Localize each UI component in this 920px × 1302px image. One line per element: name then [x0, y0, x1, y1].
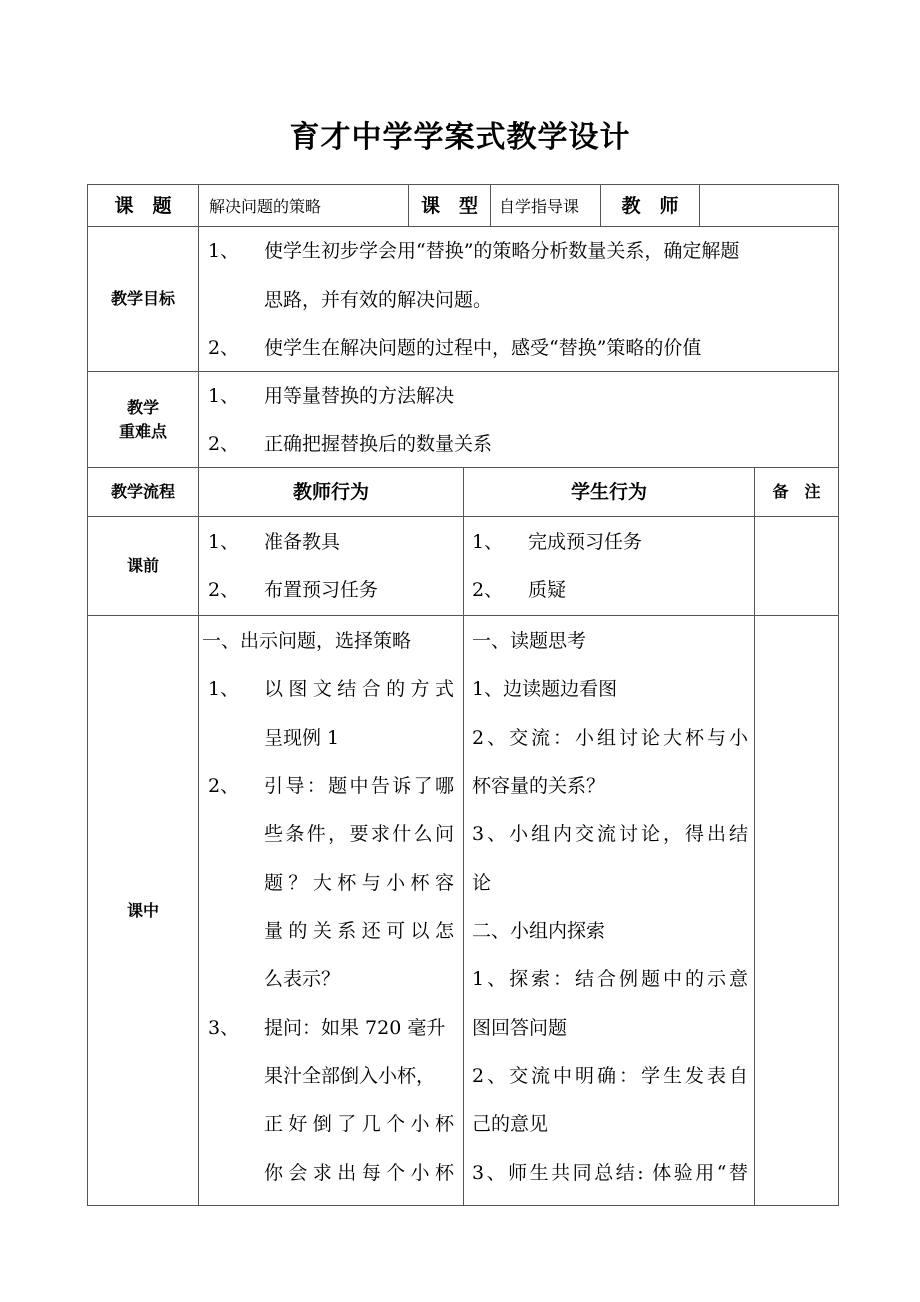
type-label: 课 型: [420, 194, 478, 217]
flow-header-teacher: 教师行为: [292, 481, 369, 503]
in-student-line-8: 1、探索：结合例题中的示意: [472, 968, 748, 990]
key-point-1-text: 用等量替换的方法解决: [264, 385, 455, 407]
in-teacher-2-line-5: 么表示？: [264, 968, 341, 990]
in-teacher-2-line-3: 题？大杯与小杯容: [264, 872, 454, 894]
before-teacher-2-text: 布置预习任务: [264, 579, 379, 601]
in-student-line-6: 论: [472, 872, 492, 894]
in-teacher-2-line-1: 引导：题中告诉了哪: [264, 775, 454, 797]
in-student-line-1: 一、读题思考: [472, 630, 587, 652]
in-student-line-4: 杯容量的关系？: [472, 775, 606, 797]
flow-header-notes: 备 注: [772, 482, 821, 501]
in-teacher-2-line-2: 些条件，要求什么问: [264, 823, 454, 845]
in-teacher-2-num: 2、: [208, 775, 240, 797]
before-class-label: 课前: [126, 556, 159, 575]
in-student-line-5: 3、小组内交流讨论，得出结: [472, 823, 748, 845]
in-student-line-7: 二、小组内探索: [472, 920, 606, 942]
in-teacher-3-line-1: 提问：如果 720 毫升: [264, 1017, 446, 1039]
in-teacher-1-num: 1、: [208, 678, 240, 700]
goals-label: 教学目标: [110, 289, 175, 308]
in-student-line-2: 1、边读题边看图: [472, 678, 618, 700]
in-student-line-9: 图回答问题: [472, 1017, 568, 1039]
goal-2-num: 2、: [208, 337, 240, 359]
in-teacher-heading: 一、出示问题，选择策略: [202, 630, 412, 652]
in-student-line-10: 2、交流中明确：学生发表自: [472, 1065, 748, 1087]
flow-header-student: 学生行为: [570, 481, 647, 503]
subject-label: 课 题: [114, 194, 172, 217]
in-teacher-1-line-1: 以图文结合的方式: [264, 678, 454, 700]
goal-2-line-1: 使学生在解决问题的过程中，感受“替换”策略的价值: [264, 337, 702, 359]
teacher-value: [700, 185, 838, 226]
in-teacher-3-line-2: 果汁全部倒入小杯，: [264, 1065, 436, 1087]
in-teacher-2-line-4: 量的关系还可以怎: [264, 920, 454, 942]
teacher-label: 教 师: [621, 194, 679, 217]
in-student-line-12: 3、师生共同总结: 体验用“替: [472, 1162, 748, 1184]
key-point-2-num: 2、: [208, 433, 240, 455]
before-teacher-1-num: 1、: [208, 531, 240, 553]
before-teacher-2-num: 2、: [208, 579, 240, 601]
key-point-2-text: 正确把握替换后的数量关系: [264, 433, 493, 455]
before-student-1-text: 完成预习任务: [528, 531, 643, 553]
type-value: 自学指导课: [499, 197, 580, 216]
key-points-label-line-2: 重难点: [118, 421, 167, 441]
in-class-label: 课中: [126, 900, 159, 920]
before-student-2-text: 质疑: [528, 579, 567, 601]
flow-header-flow: 教学流程: [110, 482, 175, 501]
subject-value: 解决问题的策略: [209, 197, 322, 216]
in-teacher-3-num: 3、: [208, 1017, 240, 1039]
in-teacher-3-line-4: 你会求出每个小杯: [264, 1162, 454, 1184]
before-student-1-num: 1、: [472, 531, 504, 553]
key-points-label-line-1: 教学: [126, 397, 159, 417]
goal-1-line-1: 使学生初步学会用“替换”的策略分析数量关系，确定解题: [264, 240, 740, 262]
in-teacher-1-line-2: 呈现例 1: [264, 727, 340, 749]
before-student-2-num: 2、: [472, 579, 504, 601]
goal-1-line-2: 思路，并有效的解决问题。: [264, 289, 493, 311]
before-teacher-1-text: 准备教具: [264, 531, 341, 553]
goal-1-num: 1、: [208, 240, 240, 262]
key-points-label: [88, 372, 198, 467]
in-student-line-11: 己的意见: [472, 1113, 549, 1135]
in-student-line-3: 2、交流：小组讨论大杯与小: [472, 727, 748, 749]
page-title: 育才中学学案式教学设计: [289, 120, 631, 155]
key-point-1-num: 1、: [208, 385, 240, 407]
in-teacher-3-line-3: 正好倒了几个小杯: [264, 1113, 454, 1135]
